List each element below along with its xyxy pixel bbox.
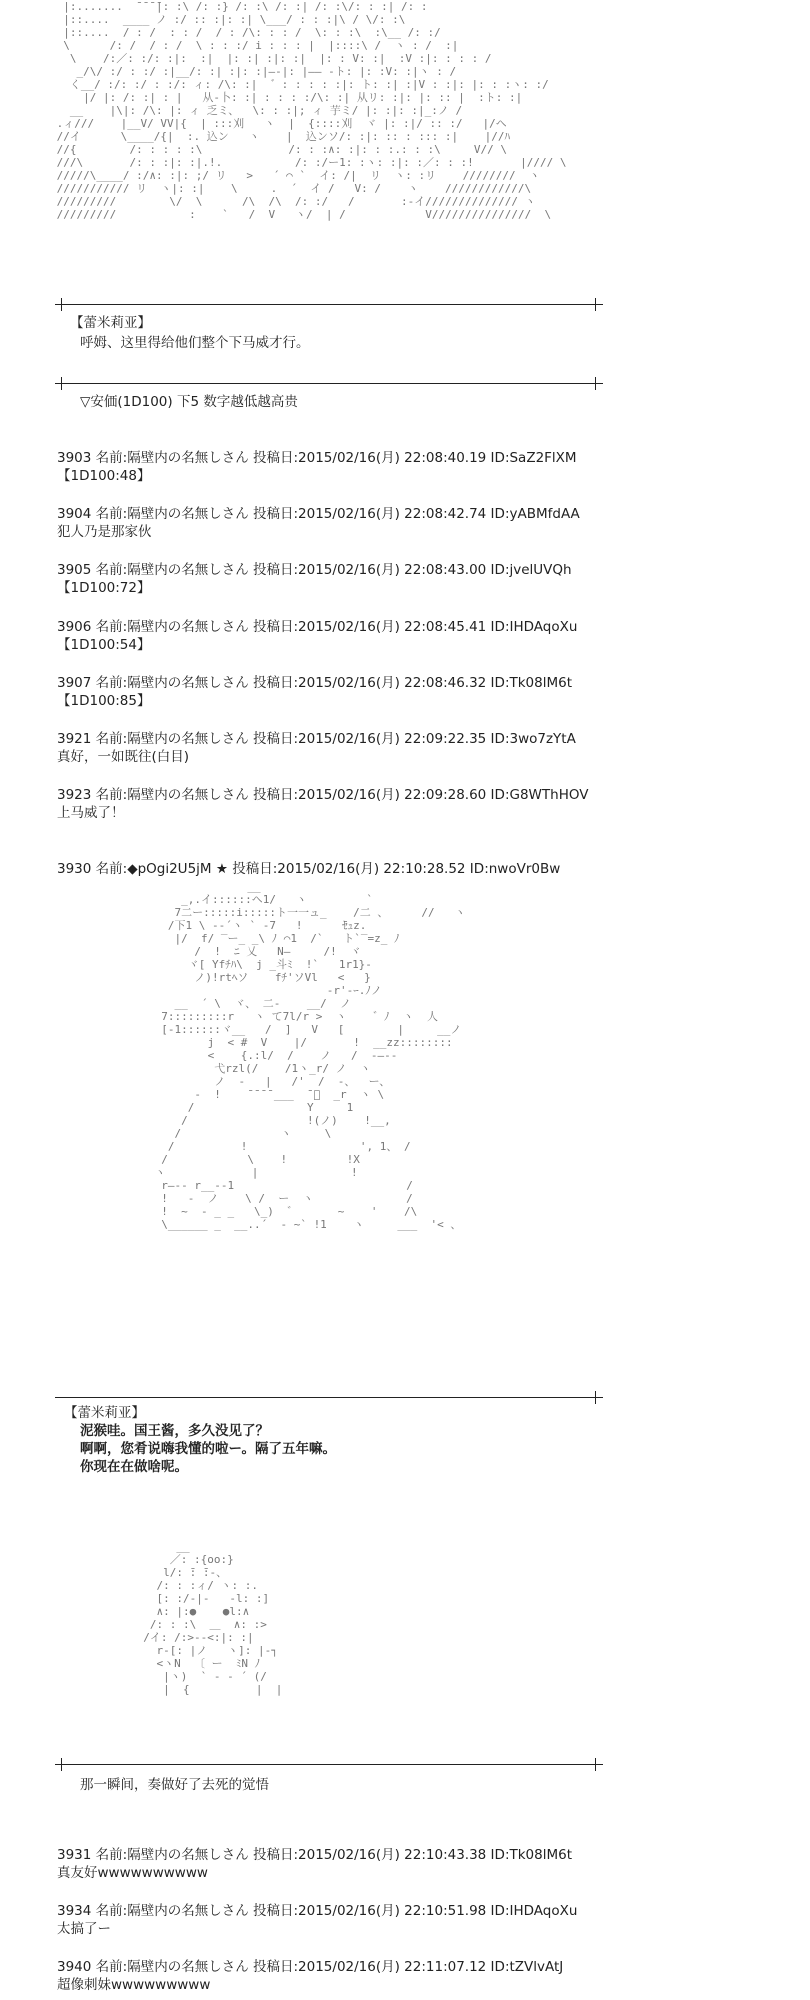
narration-line: 那一瞬间，奏做好了去死的觉悟 (80, 1777, 269, 1793)
divider-tick (595, 377, 596, 390)
post-body: 犯人乃是那家伙 (57, 524, 152, 540)
divider-tick (61, 1758, 62, 1771)
divider-rule (55, 1397, 603, 1398)
post-body: 【1D100:54】 (57, 637, 151, 653)
dialog-line: 泥猴哇。国王酱，多久没见了？ (80, 1423, 269, 1439)
post-body: 【1D100:72】 (57, 580, 151, 596)
dialog-line: 你现在在做啥呢。 (80, 1459, 188, 1475)
post-header: 3940 名前:隔壁内の名無しさん 投稿日:2015/02/16(月) 22:11:07.12 ID:tZVlvAtJ (57, 1959, 564, 1975)
ascii-art-bottom: __ ／: :{oo:} l/: ̄: ̄:‐、 /: : :ィ/ ヽ: :. [: :/‐|‐ ‐l: :] ∧: |:● ●l:∧ /: : :\ ＿ ∧: :> /イ: /:>‐‐<:|: :| r‐[: |ノ ヽ]: |‐┐ <ヽN 〔 ー ﾐN ﾉ |ヽ) ` ‐ ‐ ´ (/ | { | | (143, 1540, 283, 1696)
post-body: 真好，一如既往(白目) (57, 749, 190, 765)
divider-rule (55, 383, 603, 384)
divider-tick (595, 1758, 596, 1771)
post-header: 3907 名前:隔壁内の名無しさん 投稿日:2015/02/16(月) 22:08:46.32 ID:Tk08lM6t (57, 675, 573, 691)
post-body: 【1D100:85】 (57, 693, 151, 709)
post-body: 【1D100:48】 (57, 468, 151, 484)
speaker-label: 【蕾米莉亚】 (64, 1405, 145, 1421)
post-header: 3904 名前:隔壁内の名無しさん 投稿日:2015/02/16(月) 22:08:42.74 ID:yABMfdAA (57, 506, 580, 522)
op-post-header: 3930 名前:◆pOgi2U5jM ★ 投稿日:2015/02/16(月) 22:10:28.52 ID:nwoVr0Bw (57, 861, 561, 877)
dice-note: ▽安価(1D100) 下5 数字越低越高贵 (80, 394, 298, 410)
post-header: 3905 名前:隔壁内の名無しさん 投稿日:2015/02/16(月) 22:08:43.00 ID:jvelUVQh (57, 562, 572, 578)
divider-tick (595, 298, 596, 311)
ascii-art-middle: __ _,.イ::::::ヘ1/ ヽ ` 7二ー:::::i:::::ト一一ュ_ /二 、 // ヽ /下1 \ ‐‐´ヽ ` ‐7 ! ̄ｾｭz. |/ f/ ‾ー_ _\ ﾉ ⌒1 /` ト`‾=z_ ﾉ / ! ﾆ 乂 N― /! ヾ ヾ[ Yfﾁﾊ\ j _斗ﾐ !` 1r1}‐ ノ)!rtﾍソ fﾁ'ソVl < } ‐r'‐ｰ.ﾉノ __ ´ \ ヾ、 二- __/ ノ 7:::::::::r ヽ て7l/r > ヽ ゛ﾉ ヽ 人 [‐1::::::ヾ__ / ] V [ | __ノ j < # V |/ ! __zz:::::::: < {.:l/ / ノ / ‐―‐- 弋rzl(/ /1ヽ_r/ ノ ヽ ノ - | /' / -、 ー、 - ! ̄ ̄ ̄ ̄ ___ ̄ ゙ _r ヽ \ / Y 1 / !(ノ) !__, / ヽ \ / ! ', 1、 / / \ ! !X ヽ | ! r―‐- r__‐‐1 / ! ‐ ノ \ / ー ヽ / ! ~ - _ _ \_) ゛ ~ ' /\ \______ _ __..´ ‐ ~` !1 ヽ ___ '< 、 (154, 880, 466, 1231)
divider-tick (61, 298, 62, 311)
post-header: 3903 名前:隔壁内の名無しさん 投稿日:2015/02/16(月) 22:08:40.19 ID:SaZ2FlXM (57, 450, 577, 466)
ascii-art-top: |:....... ̄ ̄ ̄ ̄|: :\ /: :} /: :\ /: :| /: :\/: : :| /: : |::.... ____ ノ :/ :: :|: :| \___/ : : :|\ / \/: :\ |::.... / : / : : / / : /\: : : / \: : :\ :\__ /: :/ \ /: / / : / \ : : :/ i : : : | |::::\ / ヽ : / :| \ /:／: :/: :|: :| |: :| :|: :| |: : V: :| :V :|: : : : / _/\/ :/ : :/ :|__/: :| :|: :|―‐|: |―― ‐ト: |: :V: :|ヽ : / く__/ :/: :/ : :/: ィ: /\: :| ゛: : : : :|: ト: :| :|V : :|: |: : :ヽ: :/ |/ |: /: :| : | 从‐卜: :| : : : :/\: :| 从リ: :|: |: :: | :ト: :| __ |\|: /\: |: ィ 乏ミ、 \: : :|; ィ 芋ミ/ |: :|: :|_:ノ / .ィ/// |__V/ VV|{ | :::刈 ヽ | {::::刈 ヾ |: :|/ :: :/ |/ヘ //イ \____/{| :. 込ン ヽ | 込ンソ/: :|: :: : ::: :| |//ﾊ //{ /: : : : :\ /: : :∧: :|: : :.: : :\ V// \ ///\ /: : :|: :|.!. /: :/ー1: :ヽ: :|: :／: : :! |//// \ /////\____/ :/∧: :|: ;/ リ > ´ ⌒ ` イ: /| リ ヽ: :リ //////// ヽ /////////// リ ヽ|: :| \ . ´ イ / V: / ヽ ////////////\ ///////// \/ \ /\ /\ /: :/ / :‐イ////////////// ヽ ///////// : ` / V ヽ/ | / V/////////////// \ (56, 0, 567, 221)
divider-rule (55, 1764, 603, 1765)
divider-tick (61, 377, 62, 390)
post-header: 3906 名前:隔壁内の名無しさん 投稿日:2015/02/16(月) 22:08:45.41 ID:IHDAqoXu (57, 619, 578, 635)
post-body: 太搞了ー (57, 1921, 111, 1937)
dialog-line: 呼姆、这里得给他们整个下马威才行。 (80, 335, 310, 351)
speaker-label: 【蕾米莉亚】 (70, 315, 151, 331)
post-body: 超像刺妹wwwwwwwww (57, 1977, 211, 1993)
dialog-line: 啊啊，您肴说嗨我懂的啦ー。隔了五年嘛。 (80, 1441, 336, 1457)
divider-rule (55, 304, 603, 305)
post-header: 3934 名前:隔壁内の名無しさん 投稿日:2015/02/16(月) 22:10:51.98 ID:IHDAqoXu (57, 1903, 578, 1919)
post-header: 3921 名前:隔壁内の名無しさん 投稿日:2015/02/16(月) 22:09:22.35 ID:3wo7zYtA (57, 731, 576, 747)
divider-tick (595, 1391, 596, 1404)
post-header: 3923 名前:隔壁内の名無しさん 投稿日:2015/02/16(月) 22:09:28.60 ID:G8WThHOV (57, 787, 589, 803)
post-body: 真友好wwwwwwwwww (57, 1865, 208, 1881)
post-header: 3931 名前:隔壁内の名無しさん 投稿日:2015/02/16(月) 22:10:43.38 ID:Tk08lM6t (57, 1847, 573, 1863)
post-body: 上马威了！ (57, 805, 125, 821)
